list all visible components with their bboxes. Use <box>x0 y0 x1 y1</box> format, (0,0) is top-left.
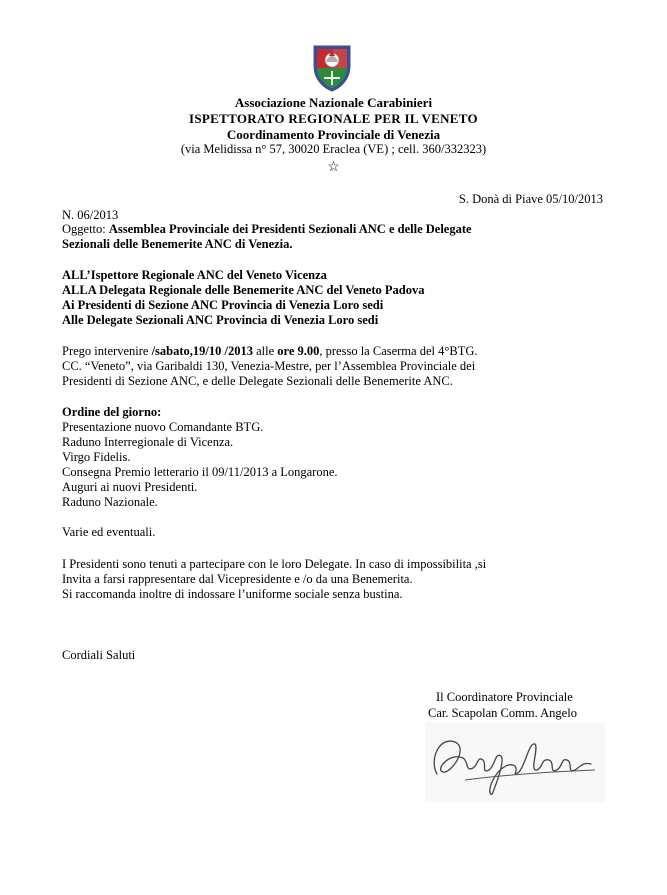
subject-line-1 <box>62 222 472 237</box>
signatory-role: Il Coordinatore Provinciale <box>436 690 573 704</box>
anc-crest-logo <box>312 44 352 92</box>
body2-line-1: I Presidenti sono tenuti a partecipare con le loro Delegate. In caso di impossibilita ,si <box>62 557 487 571</box>
body2-line-3: Si raccomanda inoltre di indossare l’uniforme sociale senza bustina. <box>62 587 403 601</box>
agenda-item: Presentazione nuovo Comandante BTG. <box>62 420 264 434</box>
subject-label: Oggetto: <box>62 222 109 236</box>
subject-line-2: Sezionali delle Benemerite ANC di Venezia. <box>62 237 293 251</box>
recipient-2: ALLA Delegata Regionale delle Benemerite ANC del Veneto Padova <box>62 283 425 297</box>
body1-post: , presso la Caserma del 4°BTG. <box>319 344 478 358</box>
meeting-time: ore 9.00 <box>277 344 320 358</box>
signatory-name: Car. Scapolan Comm. Angelo <box>428 706 577 720</box>
agenda-item: Consegna Premio letterario il 09/11/2013 a Longarone. <box>62 465 338 479</box>
star-icon: ☆ <box>327 160 340 175</box>
recipient-4: Alle Delegate Sezionali ANC Provincia di Venezia Loro sedi <box>62 313 379 327</box>
body2-line-2: Invita a farsi rappresentare dal Vicepresidente e /o da una Benemerita. <box>62 572 413 586</box>
body1-mid: alle <box>252 344 278 358</box>
body1-line-3: Presidenti di Sezione ANC, e delle Delegate Sezionali delle Benemerite ANC. <box>62 374 453 388</box>
subject-text: Assemblea Provinciale dei Presidenti Sezionali ANC e delle Delegate <box>108 222 472 236</box>
meeting-date: /sabato,19/10 /2013 <box>151 344 253 358</box>
agenda-item: Virgo Fidelis. <box>62 450 131 464</box>
body1-line-2: CC. “Veneto”, via Garibaldi 130, Venezia-Mestre, per l’Assemblea Provinciale dei <box>62 359 476 373</box>
body1-line-1 <box>62 344 477 359</box>
org-name: Associazione Nazionale Carabinieri <box>234 95 433 110</box>
coordination-title: Coordinamento Provinciale di Venezia <box>226 127 441 142</box>
agenda-item: Raduno Nazionale. <box>62 495 158 509</box>
recipient-3: Ai Presidenti di Sezione ANC Provincia di Venezia Loro sedi <box>62 298 384 312</box>
handwritten-signature <box>425 722 605 802</box>
closing-greeting: Cordiali Saluti <box>62 648 136 662</box>
agenda-item: Auguri ai nuovi Presidenti. <box>62 480 198 494</box>
agenda-item: Raduno Interregionale di Vicenza. <box>62 435 234 449</box>
inspectorate-title: ISPETTORATO REGIONALE PER IL VENETO <box>189 111 478 126</box>
varie-line: Varie ed eventuali. <box>62 525 156 539</box>
place-date: S. Donà di Piave 05/10/2013 <box>458 192 603 206</box>
agenda-title: Ordine del giorno: <box>62 405 162 419</box>
address-line: (via Melidissa n° 57, 30020 Eraclea (VE) ; cell. 360/332323) <box>180 142 487 156</box>
body1-pre: Prego intervenire <box>62 344 152 358</box>
document-number: N. 06/2013 <box>62 208 119 222</box>
recipient-1: ALL’Ispettore Regionale ANC del Veneto Vicenza <box>62 268 327 282</box>
